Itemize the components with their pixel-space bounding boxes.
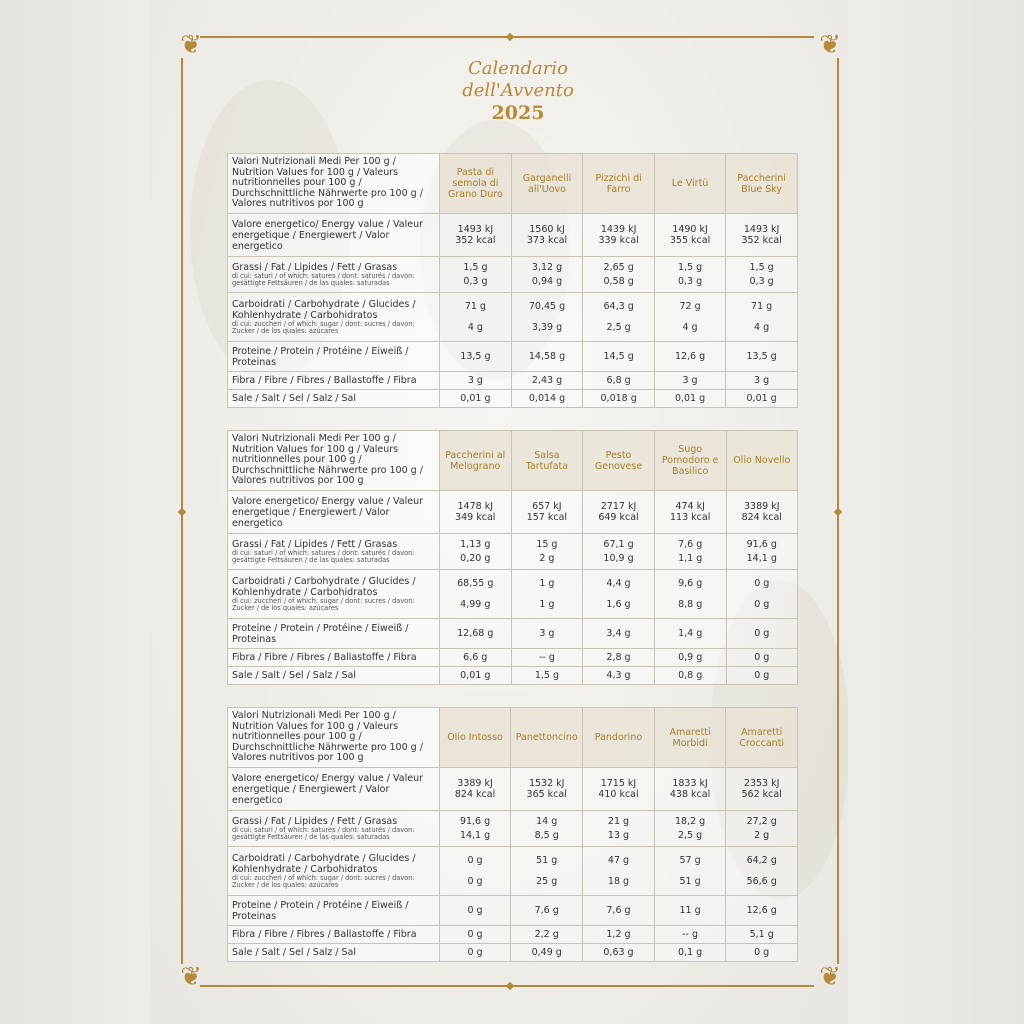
fat-value: 14 g: [536, 816, 558, 827]
saturated-value: 10,9 g: [603, 553, 634, 564]
row-label-protein: Proteine / Protein / Protéine / Eiweiß / Proteinas: [228, 619, 440, 649]
sugar-value: 4 g: [467, 322, 483, 333]
sugar-value: 18 g: [607, 876, 630, 887]
protein-value: 0 g: [726, 619, 798, 649]
product-name: Panettoncino: [511, 708, 583, 768]
energy-kj: 3389 kJ: [744, 501, 780, 512]
corner-ornament-icon: ❦: [819, 962, 841, 992]
protein-value: 0 g: [439, 896, 510, 926]
product-name: Pesto Genovese: [583, 431, 655, 491]
row-label-fibre: Fibra / Fibre / Fibres / Ballastoffe / Fibra: [228, 926, 440, 944]
row-label-energy: Valore energetico/ Energy value / Valeur energetique / Energiewert / Valor energetico: [228, 491, 440, 534]
energy-kj: 1715 kJ: [600, 778, 637, 789]
salt-value: 0,01 g: [439, 667, 511, 685]
row-label-protein: Proteine / Protein / Protéine / Eiweiß / Proteinas: [228, 896, 440, 926]
saturated-value: 0,3 g: [677, 276, 703, 287]
carb-value: 47 g: [607, 855, 630, 866]
fibre-value: 2,8 g: [583, 649, 655, 667]
protein-value: 3,4 g: [583, 619, 655, 649]
protein-value: 14,58 g: [511, 342, 583, 372]
fibre-value: 3 g: [726, 372, 798, 390]
row-label-carb-sub: di cui: zuccheri / of which: sugar / dont: sucres / davon: Zucker / de los quales: azúcares: [232, 319, 415, 335]
row-label-energy: Valore energetico/ Energy value / Valeur energetique / Energiewert / Valor energetico: [228, 214, 440, 257]
product-name: Pasta di semola di Grano Duro: [440, 154, 512, 214]
energy-kj: 474 kJ: [675, 501, 705, 512]
calendar-title: [456, 58, 580, 124]
saturated-value: 0,3 g: [749, 276, 774, 287]
carb-value: 1 g: [539, 578, 555, 589]
carb-value: 9,6 g: [678, 578, 703, 589]
saturated-value: 14,1 g: [746, 553, 777, 564]
saturated-value: 0,58 g: [603, 276, 634, 287]
product-name: Paccherini al Melograno: [439, 431, 511, 491]
salt-value: 0,01 g: [440, 390, 512, 408]
protein-value: 14,5 g: [583, 342, 655, 372]
nutrition-table-3: [227, 707, 798, 962]
corner-ornament-icon: ❦: [819, 30, 841, 60]
carb-value: 64,2 g: [746, 855, 777, 866]
carb-value: 0 g: [754, 578, 770, 589]
row-label-carb: Carboidrati / Carbohydrate / Glucides / Kohlenhydrate / Carbohidratos: [232, 852, 416, 875]
saturated-value: 0,20 g: [460, 553, 491, 564]
energy-kcal: 824 kcal: [454, 789, 496, 800]
energy-kcal: 438 kcal: [669, 789, 711, 800]
energy-kcal: 649 kcal: [598, 512, 639, 523]
salt-value: 4,3 g: [583, 667, 655, 685]
row-label-carb: Carboidrati / Carbohydrate / Glucides / Kohlenhydrate / Carbohidratos: [232, 298, 416, 321]
nutrition-table-1: [227, 153, 798, 408]
protein-value: 12,6 g: [726, 896, 798, 926]
fat-value: 67,1 g: [603, 539, 634, 550]
row-label-salt: Sale / Salt / Sel / Salz / Sal: [228, 944, 440, 962]
salt-value: 1,5 g: [511, 667, 583, 685]
sugar-value: 4 g: [754, 322, 770, 333]
saturated-value: 2 g: [539, 553, 555, 564]
product-name: Le Virtù: [654, 154, 725, 214]
energy-kj: 657 kJ: [532, 501, 562, 512]
fat-value: 3,12 g: [531, 262, 563, 273]
salt-value: 0,014 g: [511, 390, 583, 408]
protein-value: 1,4 g: [654, 619, 726, 649]
salt-value: 0,018 g: [583, 390, 655, 408]
fibre-value: 3 g: [654, 372, 725, 390]
saturated-value: 14,1 g: [459, 830, 491, 841]
fibre-value: 6,8 g: [583, 372, 655, 390]
fat-value: 21 g: [607, 816, 630, 827]
fat-value: 1,13 g: [460, 539, 491, 550]
row-label-salt: Sale / Salt / Sel / Salz / Sal: [228, 390, 440, 408]
fibre-value: 0 g: [439, 926, 510, 944]
energy-kj: 3389 kJ: [457, 778, 493, 789]
saturated-value: 0,94 g: [531, 276, 563, 287]
product-name: Amaretti Croccanti: [726, 708, 798, 768]
energy-kcal: 339 kcal: [598, 235, 639, 246]
row-label-carb: Carboidrati / Carbohydrate / Glucides / Kohlenhydrate / Carbohidratos: [232, 575, 416, 598]
sugar-value: 51 g: [679, 876, 701, 887]
protein-value: 13,5 g: [440, 342, 512, 372]
fat-value: 91,6 g: [459, 816, 491, 827]
sugar-value: 1,6 g: [606, 599, 631, 610]
fibre-value: 2,43 g: [511, 372, 583, 390]
row-label-protein: Proteine / Protein / Protéine / Eiweiß / Proteinas: [228, 342, 440, 372]
salt-value: 0 g: [726, 667, 798, 685]
row-label-fat: Grassi / Fat / Lipides / Fett / Grasas: [232, 815, 398, 827]
salt-value: 0 g: [439, 944, 510, 962]
row-label-fibre: Fibra / Fibre / Fibres / Ballastoffe / Fibra: [228, 372, 440, 390]
protein-value: 7,6 g: [583, 896, 655, 926]
saturated-value: 13 g: [607, 830, 630, 841]
fat-value: 91,6 g: [746, 539, 777, 550]
energy-kj: 2353 kJ: [743, 778, 780, 789]
salt-value: 0,01 g: [654, 390, 725, 408]
fat-value: 2,65 g: [603, 262, 634, 273]
fibre-value: 5,1 g: [726, 926, 798, 944]
salt-value: 0 g: [726, 944, 798, 962]
carb-value: 4,4 g: [606, 578, 631, 589]
fat-value: 1,5 g: [749, 262, 774, 273]
energy-kcal: 352 kcal: [455, 235, 496, 246]
row-label-carb-sub: di cui: zuccheri / of which: sugar / dont: sucres / davon: Zucker / de los quales: azúcares: [232, 596, 415, 612]
title-line2: dell'Avvento: [462, 80, 574, 101]
carb-value: 72 g: [679, 301, 701, 312]
title-line1: Calendario: [468, 58, 568, 79]
sugar-value: 0 g: [754, 599, 770, 610]
row-label-fat: Grassi / Fat / Lipides / Fett / Grasas: [232, 261, 398, 273]
carb-value: 71 g: [751, 301, 773, 312]
fat-value: 15 g: [536, 539, 558, 550]
carb-value: 71 g: [464, 301, 486, 312]
energy-kj: 1490 kJ: [672, 224, 708, 235]
energy-kj: 1439 kJ: [600, 224, 637, 235]
salt-value: 0,49 g: [511, 944, 583, 962]
saturated-value: 2,5 g: [677, 830, 703, 841]
product-name: Sugo Pomodoro e Basilico: [654, 431, 726, 491]
energy-kcal: 349 kcal: [455, 512, 496, 523]
product-name: Salsa Tartufata: [511, 431, 583, 491]
protein-value: 11 g: [654, 896, 726, 926]
energy-kcal: 355 kcal: [669, 235, 711, 246]
salt-value: 0,8 g: [654, 667, 726, 685]
carb-value: 68,55 g: [457, 578, 494, 589]
row-label-fat-sub: di cui: saturi / of which: satures / dont: saturés / davon: gesättigte Fettsäuren / de las quales: saturadas: [232, 271, 415, 287]
salt-value: 0,63 g: [583, 944, 655, 962]
background-left: [0, 0, 150, 1024]
protein-value: 12,68 g: [439, 619, 511, 649]
row-label-energy: Valore energetico/ Energy value / Valeur energetique / Energiewert / Valor energetico: [228, 768, 440, 811]
fat-value: 1,5 g: [677, 262, 703, 273]
energy-kcal: 352 kcal: [741, 235, 782, 246]
product-name: Olio Novello: [726, 431, 798, 491]
protein-value: 13,5 g: [726, 342, 798, 372]
product-name: Olio Intosso: [439, 708, 510, 768]
fibre-value: -- g: [654, 926, 726, 944]
energy-kcal: 365 kcal: [526, 789, 567, 800]
row-label-fat-sub: di cui: saturi / of which: satures / dont: saturés / davon: gesättigte Fettsäuren / de las quales: saturadas: [232, 825, 415, 841]
salt-value: 0,01 g: [726, 390, 798, 408]
fat-value: 7,6 g: [678, 539, 703, 550]
sugar-value: 2,5 g: [606, 322, 631, 333]
row-label-carb-sub: di cui: zuccheri / of which: sugar / dont: sucres / davon: Zucker / de los quales: azúcares: [232, 873, 415, 889]
fibre-value: 0 g: [726, 649, 798, 667]
row-label-fat-sub: di cui: saturi / of which: satures / dont: saturés / davon: gesättigte Fettsäuren / de las quales: saturadas: [232, 548, 415, 564]
fibre-value: -- g: [511, 649, 583, 667]
nutrition-table-2: [227, 430, 798, 685]
product-name: Garganelli all'Uovo: [511, 154, 583, 214]
fibre-value: 1,2 g: [583, 926, 655, 944]
product-name: Amaretti Morbidi: [654, 708, 726, 768]
energy-kj: 1478 kJ: [457, 501, 493, 512]
energy-kcal: 824 kcal: [741, 512, 782, 523]
row-label-fat: Grassi / Fat / Lipides / Fett / Grasas: [232, 538, 398, 550]
carb-value: 57 g: [679, 855, 701, 866]
carb-value: 0 g: [467, 855, 483, 866]
sugar-value: 8,8 g: [678, 599, 703, 610]
sugar-value: 4,99 g: [460, 599, 491, 610]
carb-value: 64,3 g: [603, 301, 634, 312]
product-name: Paccherini Blue Sky: [726, 154, 798, 214]
header-label: Valori Nutrizionali Medi Per 100 g / Nutrition Values for 100 g / Valeurs nutritionnelles pour 100 g / Durchschnittliche Nährwerte pro 100 g / Valores nutritivos por 100 g: [228, 708, 440, 768]
energy-kj: 2717 kJ: [600, 501, 637, 512]
energy-kj: 1560 kJ: [529, 224, 565, 235]
sugar-value: 56,6 g: [746, 876, 777, 887]
protein-value: 7,6 g: [511, 896, 583, 926]
energy-kcal: 113 kcal: [670, 512, 711, 523]
product-name: Pandorino: [583, 708, 655, 768]
saturated-value: 8,5 g: [534, 830, 559, 841]
header-label: Valori Nutrizionali Medi Per 100 g / Nutrition Values for 100 g / Valeurs nutritionnelles pour 100 g / Durchschnittliche Nährwerte pro 100 g / Valores nutritivos por 100 g: [228, 154, 440, 214]
fat-value: 1,5 g: [463, 262, 488, 273]
background-right: [848, 0, 1024, 1024]
saturated-value: 2 g: [754, 830, 770, 841]
sugar-value: 25 g: [536, 876, 558, 887]
energy-kcal: 157 kcal: [526, 512, 568, 523]
product-name: Pizzichi di Farro: [583, 154, 655, 214]
row-label-fibre: Fibra / Fibre / Fibres / Ballastoffe / Fibra: [228, 649, 440, 667]
sugar-value: 3,39 g: [531, 322, 563, 333]
fat-value: 27,2 g: [746, 816, 777, 827]
protein-value: 3 g: [511, 619, 583, 649]
sugar-value: 4 g: [682, 322, 698, 333]
sugar-value: 0 g: [467, 876, 483, 887]
energy-kj: 1493 kJ: [743, 224, 780, 235]
salt-value: 0,1 g: [654, 944, 726, 962]
fibre-value: 6,6 g: [439, 649, 511, 667]
energy-kj: 1493 kJ: [457, 224, 494, 235]
corner-ornament-icon: ❦: [180, 962, 202, 992]
title-year: 2025: [491, 102, 545, 124]
saturated-value: 0,3 g: [463, 276, 488, 287]
sugar-value: 1 g: [539, 599, 555, 610]
saturated-value: 1,1 g: [678, 553, 703, 564]
corner-ornament-icon: ❦: [180, 30, 202, 60]
header-label: Valori Nutrizionali Medi Per 100 g / Nutrition Values for 100 g / Valeurs nutritionnelles pour 100 g / Durchschnittliche Nährwerte pro 100 g / Valores nutritivos por 100 g: [228, 431, 440, 491]
carb-value: 51 g: [536, 855, 558, 866]
fibre-value: 3 g: [440, 372, 512, 390]
fibre-value: 2,2 g: [511, 926, 583, 944]
fibre-value: 0,9 g: [654, 649, 726, 667]
energy-kcal: 562 kcal: [741, 789, 782, 800]
energy-kcal: 373 kcal: [526, 235, 568, 246]
energy-kj: 1833 kJ: [672, 778, 708, 789]
carb-value: 70,45 g: [528, 301, 566, 312]
protein-value: 12,6 g: [654, 342, 725, 372]
energy-kcal: 410 kcal: [598, 789, 639, 800]
fat-value: 18,2 g: [674, 816, 706, 827]
energy-kj: 1532 kJ: [528, 778, 565, 789]
row-label-salt: Sale / Salt / Sel / Salz / Sal: [228, 667, 440, 685]
